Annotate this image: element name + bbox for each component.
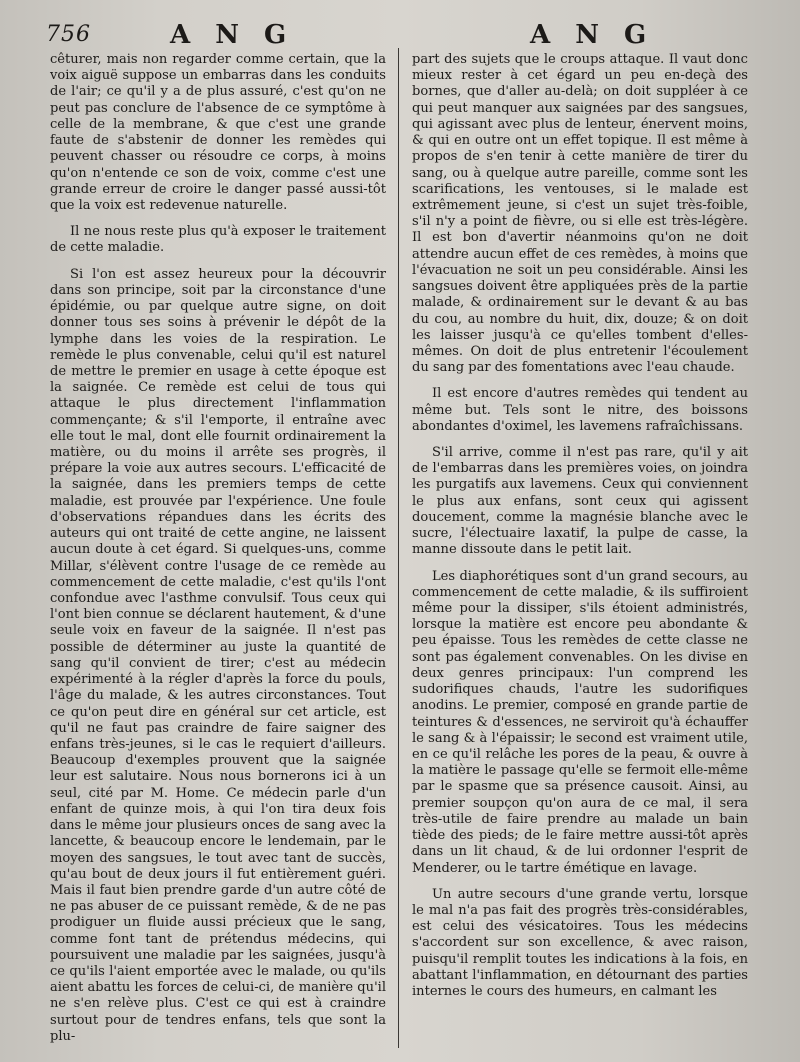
paragraph: Si l'on est assez heureux pour la découvrir dans son principe, soit par la circonstance d'une épidémie, ou par quelque autre signe, on doit donner tous ses soins à prévenir le dépôt de la lymphe dans les voies de la respiration. Le remède le plus convenable, celui qu'il est naturel de mettre le premier en usage à cette époque est la saignée. Ce remède est celui de tous qui attaque le plus directement l'inflammation commençante; & s'il l'emporte, il entraîne avec elle tout le mal, dont elle fournit ordinairement la matière, ou du moins il arrête ses progrès, il prépare la voie aux autres secours. L'efficacité de la saignée, dans les premiers temps de cette maladie, est prouvée par l'expérience. Une foule d'observations répandues dans les écrits des auteurs qui ont traité de cette angine, ne laissent aucun doute à cet égard. Si quelques-uns, comme Millar, s'élèvent contre l'usage de ce remède au commencement de cette maladie, c'est qu'ils l'ont confondue avec l'asthme convulsif. Tous ceux qui l'ont bien connue se déclarent hautement, & d'une seule voix en faveur de la saignée. Il n'est pas possible de déterminer au juste la quantité de sang qu'il convient de tirer; c'est au médecin expérimenté à la régler d'après la force du pouls, l'âge du malade, & les autres circonstances. Tout ce qu'on peut dire en général sur cet article, est qu'il ne faut pas craindre de faire saigner des enfans très-jeunes, si le cas le requiert d'ailleurs. Beaucoup d'exemples prouvent que la saignée leur est salutaire. Nous nous bornerons ici à un seul, cité par M. Home. Ce médecin parle d'un enfant de quinze mois, à qui l'on tira deux fois dans le même jour plusieurs onces de sang avec la lancette, & beaucoup encore le lendemain, par le moyen des sangsues, le tout avec tant de succès, qu'au bout de deux jours il fut entièrement guéri. Mais il faut bien prendre garde d'un autre côté de ne pas abuser de ce puissant remède, & de ne pas prodiguer un fluide aussi précieux que le sang, comme font tant de prétendus médecins, qui poursuivent une maladie par les saignées, jusqu'à ce qu'ils l'aient emportée avec le malade, ou qu'ils aient abattu les forces de celui-ci, de manière qu'il ne s'en relève plus. C'est ce qui est à craindre surtout pour de tendres enfans, tels que sont la plu-: [50, 266, 386, 1044]
paragraph: Un autre secours d'une grande vertu, lorsque le mal n'a pas fait des progrès très-considérables, est celui des vésicatoires. Tous les médecins s'accordent sur son excellence, & avec raison, puisqu'il remplit toutes les indications à la fois, en abattant l'inflammation, en détournant des parties internes le cours des humeurs, en calmant les: [412, 886, 748, 1000]
running-head-right: A N G: [530, 20, 655, 50]
paragraph: Il est encore d'autres remèdes qui tendent au même but. Tels sont le nitre, des boissons abondantes d'oximel, les lavemens rafraîchissans.: [412, 386, 748, 434]
right-column: [412, 52, 748, 1000]
running-head-left: A N G: [170, 20, 295, 50]
column-divider: [398, 48, 399, 1048]
paragraph: part des sujets que le croups attaque. Il vaut donc mieux rester à cet égard un peu en-deçà des bornes, que d'aller au-delà; on doit suppléer à ce qui peut manquer aux saignées par des sangsues, qui agissant avec plus de lenteur, énervent moins, & qui en outre ont un effet topique. Il est même à propos de s'en tenir à cette manière de tirer du sang, ou à quelque autre pareille, comme sont les scarifications, les ventouses, si le malade est extrêmement jeune, si c'est un sujet très-foible, s'il n'y a point de fièvre, ou si elle est très-légère. Il est bon d'avertir néanmoins qu'on ne doit attendre aucun effet de ces remèdes, à moins que l'évacuation ne soit un peu considérable. Ainsi les sangsues doivent être appliquées près de la partie malade, & ordinairement sur le devant & au bas du cou, au nombre du huit, dix, douze; & on doit les laisser jusqu'à ce qu'elles tombent d'elles-mêmes. On doit de plus entretenir l'écoulement du sang par des fomentations avec l'eau chaude.: [412, 52, 748, 376]
paragraph: S'il arrive, comme il n'est pas rare, qu'il y ait de l'embarras dans les premières voies, on joindra les purgatifs aux lavemens. Ceux qui conviennent le plus aux enfans, sont ceux qui agissent doucement, comme la magnésie blanche avec le sucre, l'électuaire laxatif, la pulpe de casse, la manne dissoute dans le petit lait.: [412, 445, 748, 558]
page-header: [0, 14, 800, 54]
paragraph: Il ne nous reste plus qu'à exposer le traitement de cette maladie.: [50, 224, 386, 256]
page-number: 756: [46, 22, 91, 47]
left-column: [50, 52, 386, 1045]
paragraph: Les diaphorétiques sont d'un grand secours, au commencement de cette maladie, & ils suffiroient même pour la dissiper, s'ils étoient administrés, lorsque la matière est encore peu abondante & peu épaisse. Tous les remèdes de cette classe ne sont pas également convenables. On les divise en deux genres principaux: l'un comprend les sudorifiques chauds, l'autre les sudorifiques anodins. Le premier, composé en grande partie de teintures & d'essences, ne serviroit qu'à échauffer le sang & à l'épaissir; le second est vraiment utile, en ce qu'il relâche les pores de la peau, & ouvre à la matière le passage qu'elle se fermoit elle-même par le spasme que sa présence causoit. Ainsi, au premier soupçon qu'on aura de ce mal, il sera très-utile de faire prendre au malade un bain tiède des pieds; de le faire mettre aussi-tôt après dans un lit chaud, & de lui ordonner l'esprit de Menderer, ou le tartre émétique en lavage.: [412, 568, 748, 876]
paragraph: cêturer, mais non regarder comme certain, que la voix aiguë suppose un embarras dans les conduits de l'air; ce qu'il y a de plus assuré, c'est qu'on ne peut pas conclure de l'absence de ce symptôme à celle de la membrane, & que c'est une grande faute de s'abstenir de donner les remèdes qui peuvent chasser ou résoudre ce corps, à moins qu'on n'entende ce son de voix, comme c'est une grande erreur de croire le danger passé aussi-tôt que la voix est redevenue naturelle.: [50, 52, 386, 213]
